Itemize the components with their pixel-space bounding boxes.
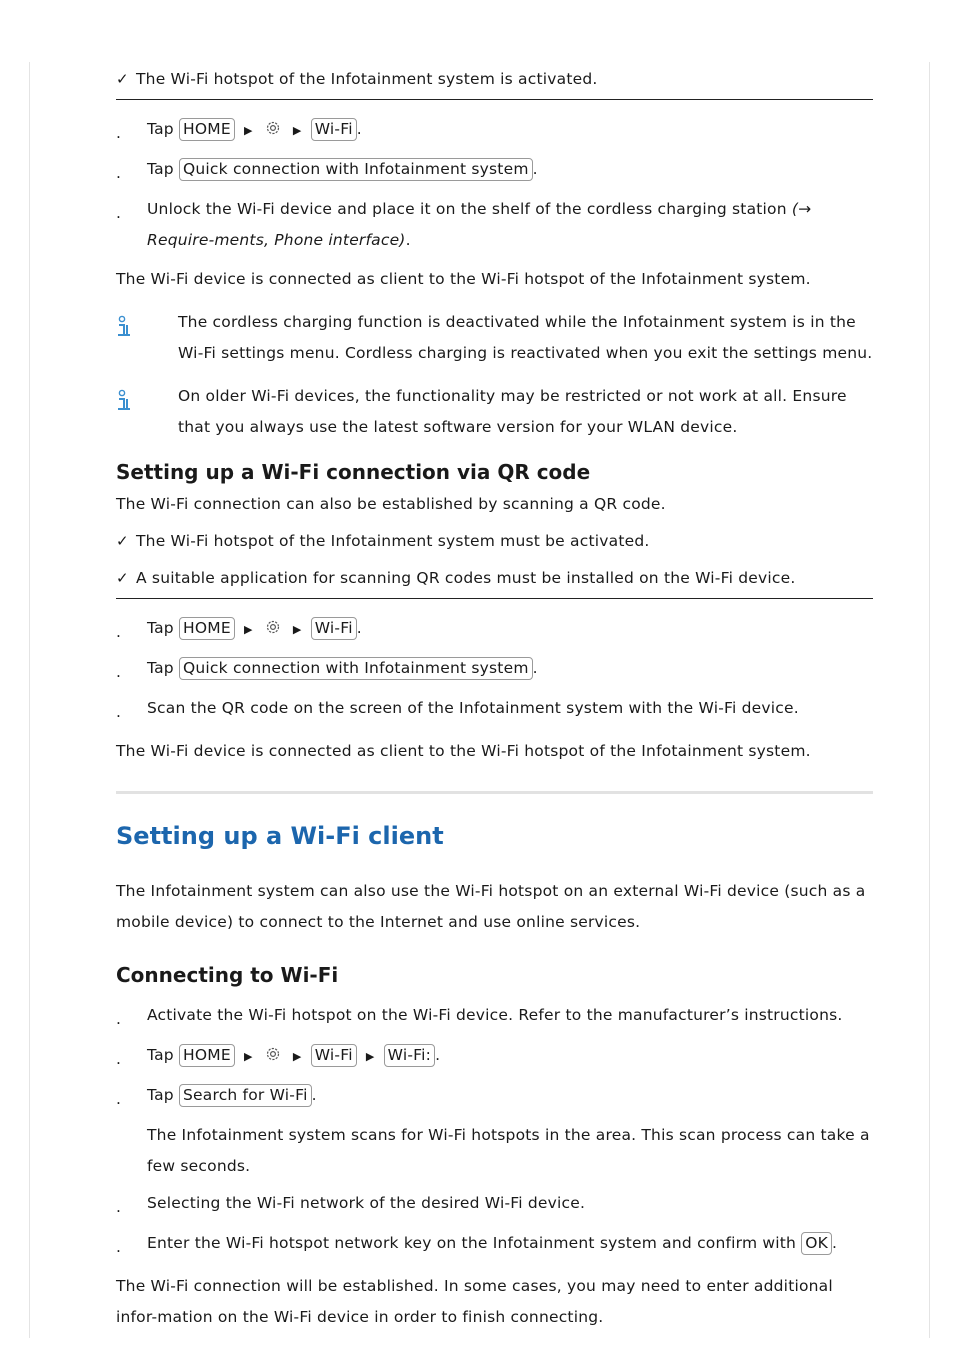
gear-icon[interactable] [264,618,282,636]
arrow-right-icon: ▶ [292,124,302,137]
info-note: On older Wi-Fi devices, the functionality may be restricted or not work at all. Ensure that you always use the latest software version for your WLAN device. [116,381,873,443]
step-item: . Tap Search for Wi-Fi . [116,1086,317,1108]
arrow-right-icon: ▶ [243,623,253,636]
step-item: . Tap Quick connection with Infotainment system . [116,659,538,681]
check-icon: ✓ [116,532,129,550]
step-item: . Activate the Wi-Fi hotspot on the Wi-Fi device. Refer to the manufacturer’s instructions. [116,1006,843,1028]
section-heading: Connecting to Wi-Fi [116,963,339,987]
gear-icon[interactable] [264,1045,282,1063]
section-heading: Setting up a Wi-Fi connection via QR code [116,460,591,484]
result-text: The Wi-Fi connection will be established. In some cases, you may need to enter additional infor-mation on the Wi-Fi device in order to finish connecting. [116,1277,833,1326]
arrow-right-icon: ▶ [292,1050,302,1063]
home-button[interactable]: HOME [179,118,235,141]
step-item: . Unlock the Wi-Fi device and place it on the shelf of the cordless charging station (→ Require-ments, Phone interface). [116,200,812,249]
intro-text: The Wi-Fi connection can also be established by scanning a QR code. [116,495,666,513]
quick-connection-button[interactable]: Quick connection with Infotainment system [179,657,533,680]
intro-text: The Infotainment system can also use the Wi-Fi hotspot on an external Wi-Fi device (such as a mobile device) to connect to the Internet and use online services. [116,882,866,931]
result-text: The Wi-Fi device is connected as client to the Wi-Fi hotspot of the Infotainment system. [116,742,811,760]
arrow-right-icon: ▶ [243,1050,253,1063]
step-explanation: The Infotainment system scans for Wi-Fi hotspots in the area. This scan process can take a few seconds. [147,1126,870,1175]
search-wifi-button[interactable]: Search for Wi-Fi [179,1084,312,1107]
home-button[interactable]: HOME [179,1044,235,1067]
manual-page [116,64,873,1333]
step-item: . Enter the Wi-Fi hotspot network key on the Infotainment system and confirm with OK . [116,1234,838,1256]
page-border-right [929,62,930,1338]
arrow-right-icon: ▶ [243,124,253,137]
arrow-right-icon: ▶ [292,623,302,636]
step-item: . Tap Quick connection with Infotainment system . [116,160,538,182]
divider [116,99,873,100]
section-separator [116,791,873,794]
info-icon [116,389,132,413]
ok-button[interactable]: OK [801,1232,832,1255]
home-button[interactable]: HOME [179,617,235,640]
wifi-button[interactable]: Wi-Fi [311,1044,357,1067]
info-icon [116,315,132,339]
page-title: Setting up a Wi-Fi client [116,822,444,850]
info-note: The cordless charging function is deactivated while the Infotainment system is in the Wi-Fi settings menu. Cordless charging is reactivated when you exit the settings menu. [116,307,873,369]
result-text: The Wi-Fi device is connected as client to the Wi-Fi hotspot of the Infotainment system. [116,270,811,288]
arrow-right-icon: ▶ [365,1050,375,1063]
prerequisite: ✓ A suitable application for scanning QR codes must be installed on the Wi-Fi device. [116,563,873,594]
prerequisite: ✓ The Wi-Fi hotspot of the Infotainment system is activated. [116,64,873,95]
step-item: . Selecting the Wi-Fi network of the desired Wi-Fi device. [116,1194,586,1216]
step-item: . Tap HOME ▶ ▶ Wi-Fi . [116,120,362,142]
wifi-toggle-button[interactable]: Wi-Fi: [384,1044,435,1067]
wifi-button[interactable]: Wi-Fi [311,617,357,640]
check-icon: ✓ [116,70,129,88]
step-item: . Scan the QR code on the screen of the Infotainment system with the Wi-Fi device. [116,699,799,721]
divider [116,598,873,599]
prerequisite: ✓ The Wi-Fi hotspot of the Infotainment system must be activated. [116,526,873,557]
check-icon: ✓ [116,569,129,587]
step-item: . Tap HOME ▶ ▶ Wi-Fi ▶ Wi-Fi: . [116,1046,441,1068]
gear-icon[interactable] [264,119,282,137]
page-border-left [29,62,30,1338]
quick-connection-button[interactable]: Quick connection with Infotainment system [179,158,533,181]
cross-reference-link[interactable]: (→ Require-ments, Phone interface) [147,200,812,249]
step-item: . Tap HOME ▶ ▶ Wi-Fi . [116,619,362,641]
wifi-button[interactable]: Wi-Fi [311,118,357,141]
